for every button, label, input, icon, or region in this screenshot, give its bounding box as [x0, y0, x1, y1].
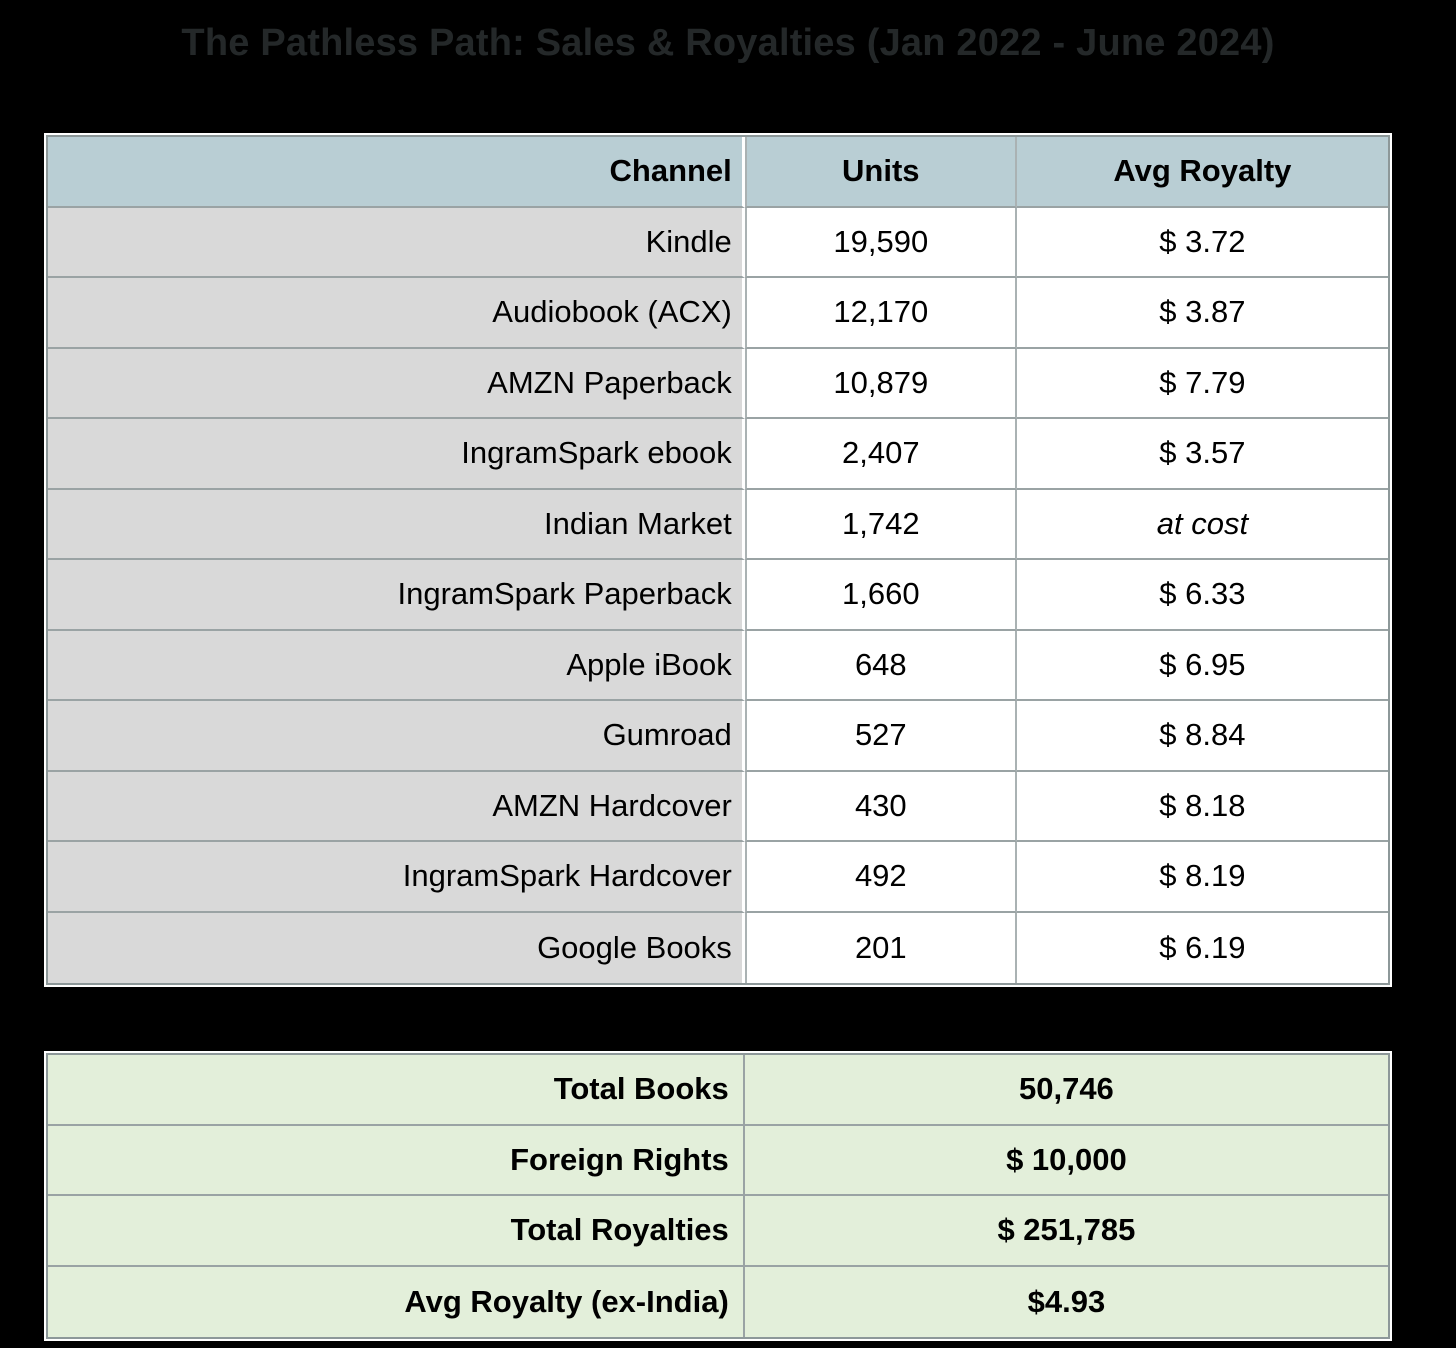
channel-cell: IngramSpark Paperback — [48, 560, 745, 631]
table-row — [48, 913, 1388, 984]
summary-value: 50,746 — [745, 1055, 1388, 1126]
table-row — [48, 631, 1388, 702]
royalty-header: Avg Royalty — [1017, 137, 1388, 208]
royalty-cell: $ 8.84 — [1017, 701, 1388, 772]
channel-cell: Google Books — [48, 913, 745, 984]
units-cell: 201 — [745, 913, 1017, 984]
units-cell: 1,742 — [745, 490, 1017, 561]
summary-value: $4.93 — [745, 1267, 1388, 1338]
summary-value: $ 10,000 — [745, 1126, 1388, 1197]
royalty-cell: at cost — [1017, 490, 1388, 561]
table-row — [48, 560, 1388, 631]
channel-header: Channel — [48, 137, 745, 208]
units-cell: 2,407 — [745, 419, 1017, 490]
channel-cell: Apple iBook — [48, 631, 745, 702]
channel-cell: IngramSpark ebook — [48, 419, 745, 490]
summary-row — [48, 1055, 1388, 1126]
channel-cell: Kindle — [48, 208, 745, 279]
table-row — [48, 490, 1388, 561]
summary-row — [48, 1196, 1388, 1267]
channel-cell: Gumroad — [48, 701, 745, 772]
summary-label: Avg Royalty (ex-India) — [48, 1267, 745, 1338]
royalty-cell: $ 8.18 — [1017, 772, 1388, 843]
channel-cell: AMZN Paperback — [48, 349, 745, 420]
summary-row — [48, 1267, 1388, 1338]
sales-table — [46, 135, 1390, 985]
summary-label: Foreign Rights — [48, 1126, 745, 1197]
table-row — [48, 772, 1388, 843]
sales-table-container — [44, 133, 1392, 987]
units-cell: 527 — [745, 701, 1017, 772]
table-row — [48, 278, 1388, 349]
table-header-row — [48, 137, 1388, 208]
summary-table-container — [44, 1051, 1392, 1341]
royalty-cell: $ 7.79 — [1017, 349, 1388, 420]
royalty-cell: $ 3.87 — [1017, 278, 1388, 349]
summary-label: Total Royalties — [48, 1196, 745, 1267]
units-cell: 1,660 — [745, 560, 1017, 631]
channel-cell: Audiobook (ACX) — [48, 278, 745, 349]
units-cell: 19,590 — [745, 208, 1017, 279]
units-cell: 12,170 — [745, 278, 1017, 349]
units-cell: 648 — [745, 631, 1017, 702]
summary-table — [46, 1053, 1390, 1339]
table-row — [48, 419, 1388, 490]
table-row — [48, 208, 1388, 279]
units-cell: 492 — [745, 842, 1017, 913]
royalty-cell: $ 6.19 — [1017, 913, 1388, 984]
units-cell: 10,879 — [745, 349, 1017, 420]
summary-row — [48, 1126, 1388, 1197]
channel-cell: Indian Market — [48, 490, 745, 561]
channel-cell: IngramSpark Hardcover — [48, 842, 745, 913]
page-title: The Pathless Path: Sales & Royalties (Jan 2022 - June 2024) — [181, 22, 1275, 64]
royalty-cell: $ 6.33 — [1017, 560, 1388, 631]
units-header: Units — [745, 137, 1017, 208]
summary-label: Total Books — [48, 1055, 745, 1126]
summary-value: $ 251,785 — [745, 1196, 1388, 1267]
units-cell: 430 — [745, 772, 1017, 843]
royalty-cell: $ 3.72 — [1017, 208, 1388, 279]
royalty-cell: $ 8.19 — [1017, 842, 1388, 913]
royalty-cell: $ 3.57 — [1017, 419, 1388, 490]
royalty-cell: $ 6.95 — [1017, 631, 1388, 702]
channel-cell: AMZN Hardcover — [48, 772, 745, 843]
table-row — [48, 842, 1388, 913]
table-row — [48, 349, 1388, 420]
table-row — [48, 701, 1388, 772]
